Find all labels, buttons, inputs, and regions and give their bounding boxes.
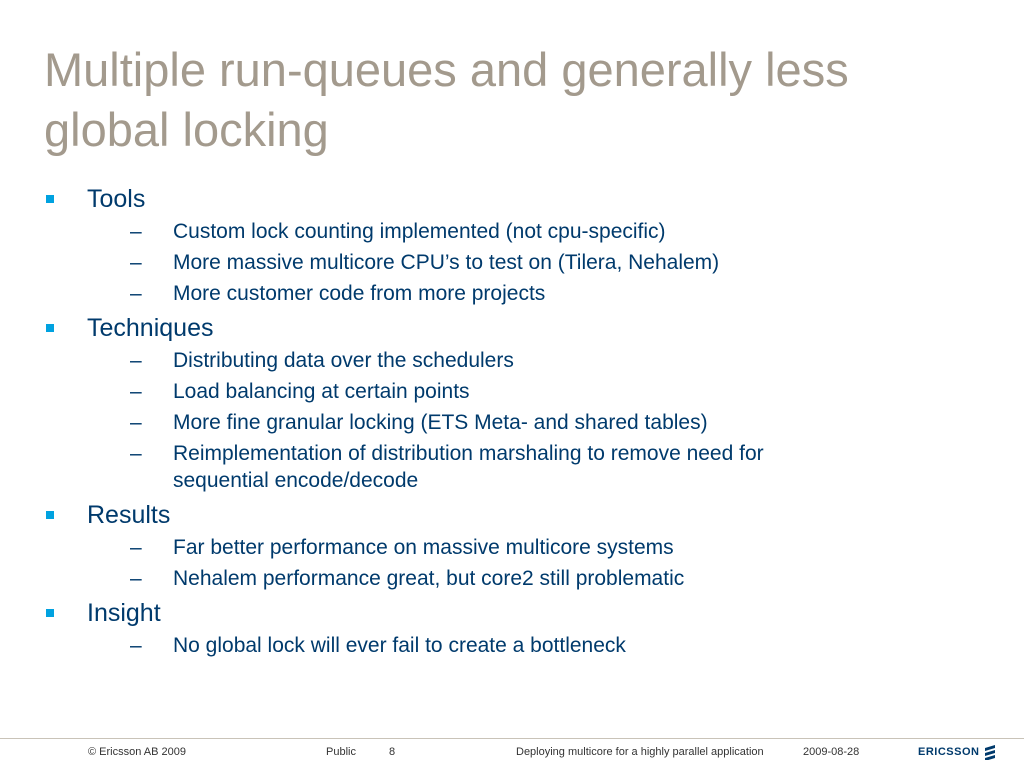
sub-bullet-text: Load balancing at certain points: [173, 380, 470, 403]
dash-icon: –: [130, 442, 142, 465]
square-bullet-icon: [46, 195, 54, 203]
dash-icon: –: [130, 349, 142, 372]
square-bullet-icon: [46, 511, 54, 519]
sub-bullet: [44, 409, 984, 436]
square-bullet-icon: [46, 609, 54, 617]
footer-divider: [0, 738, 1024, 739]
sub-bullet-text: More customer code from more projects: [173, 282, 546, 305]
dash-icon: –: [130, 411, 142, 434]
bullet-item-results: [44, 498, 984, 532]
sub-bullet: [44, 378, 984, 405]
logo-text: ERICSSON: [918, 746, 980, 758]
bullet-heading: Techniques: [87, 314, 214, 342]
sub-bullet-text: Custom lock counting implemented (not cpu-specific): [173, 220, 666, 243]
bullet-heading: Tools: [87, 185, 146, 213]
section-insight: [44, 596, 984, 659]
square-bullet-icon: [46, 324, 54, 332]
sub-bullet: [44, 632, 984, 659]
ericsson-logo-icon: [983, 744, 997, 760]
sub-bullet-text: Far better performance on massive multicore systems: [173, 536, 674, 559]
bullet-item-insight: [44, 596, 984, 630]
sub-bullet: [44, 565, 984, 592]
sub-bullet: [44, 440, 813, 494]
sub-bullet-text: Distributing data over the schedulers: [173, 349, 514, 372]
footer-presentation-title: Deploying multicore for a highly parallel application: [516, 746, 764, 758]
ericsson-logo: [918, 743, 997, 761]
sub-bullet: [44, 218, 984, 245]
bullet-heading: Results: [87, 501, 171, 529]
dash-icon: –: [130, 282, 142, 305]
sub-bullet-text: Nehalem performance great, but core2 still problematic: [173, 567, 685, 590]
dash-icon: –: [130, 634, 142, 657]
sub-bullet-text: More massive multicore CPU’s to test on (Tilera, Nehalem): [173, 251, 720, 274]
bullet-heading: Insight: [87, 599, 161, 627]
sub-bullet-text: No global lock will ever fail to create a bottleneck: [173, 634, 626, 657]
bullet-item-tools: [44, 182, 984, 216]
bullet-item-techniques: [44, 311, 984, 345]
footer-classification: Public: [326, 746, 356, 758]
sub-bullet: [44, 534, 984, 561]
sub-bullet: [44, 347, 984, 374]
dash-icon: –: [130, 220, 142, 243]
sub-bullet: [44, 249, 984, 276]
sub-bullet-text: Reimplementation of distribution marshaling to remove need for sequential encode/decode: [173, 442, 764, 492]
slide-content: [44, 182, 984, 663]
sub-bullet-text: More fine granular locking (ETS Meta- and shared tables): [173, 411, 708, 434]
sub-bullet: [44, 280, 984, 307]
footer-date: 2009-08-28: [803, 746, 860, 758]
section-techniques: [44, 311, 984, 494]
footer-page-number: 8: [389, 746, 396, 758]
dash-icon: –: [130, 251, 142, 274]
slide-title: Multiple run-queues and generally less global locking: [44, 43, 849, 156]
dash-icon: –: [130, 536, 142, 559]
footer-copyright: © Ericsson AB 2009: [88, 746, 186, 758]
dash-icon: –: [130, 567, 142, 590]
section-tools: [44, 182, 984, 307]
dash-icon: –: [130, 380, 142, 403]
section-results: [44, 498, 984, 592]
